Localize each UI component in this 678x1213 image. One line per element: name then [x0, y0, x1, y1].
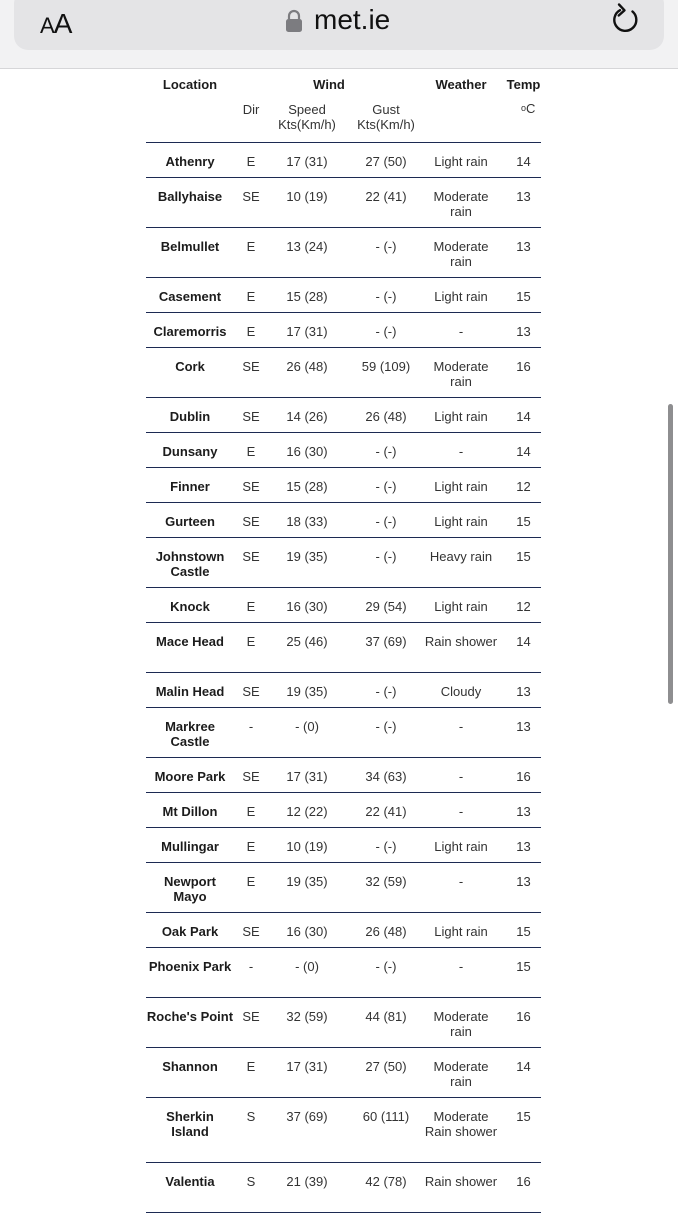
header-speed: Speed Kts(Km/h): [278, 102, 336, 132]
cell-gust: 27 (50): [365, 1059, 407, 1074]
table-row: [146, 433, 541, 468]
cell-dir: E: [246, 804, 256, 819]
cell-speed: 10 (19): [286, 189, 328, 204]
cell-weather: -: [458, 444, 464, 459]
table-row: [146, 948, 541, 998]
cell-temp: 13: [516, 239, 531, 254]
cell-location: Mt Dillon: [162, 804, 218, 819]
cell-temp: 13: [516, 324, 531, 339]
table-row: [146, 758, 541, 793]
table-row: [146, 348, 541, 398]
table-header: [146, 70, 541, 143]
cell-temp: 13: [516, 804, 531, 819]
table-row: [146, 998, 541, 1048]
cell-weather: -: [458, 874, 464, 889]
cell-dir: SE: [242, 479, 260, 494]
cell-speed: 15 (28): [286, 479, 328, 494]
cell-temp: 15: [516, 289, 531, 304]
cell-weather: Cloudy: [440, 684, 482, 699]
cell-gust: - (-): [375, 684, 397, 699]
cell-dir: SE: [242, 359, 260, 374]
cell-location: Claremorris: [153, 324, 227, 339]
cell-weather: -: [458, 324, 464, 339]
cell-speed: 12 (22): [286, 804, 328, 819]
table-row: [146, 913, 541, 948]
cell-dir: E: [246, 599, 256, 614]
cell-gust: - (-): [375, 289, 397, 304]
table-row: [146, 793, 541, 828]
cell-location: Mace Head: [156, 634, 224, 649]
cell-gust: 22 (41): [365, 804, 407, 819]
scrollbar[interactable]: [668, 404, 673, 704]
cell-gust: 60 (111): [362, 1109, 410, 1124]
cell-temp: 16: [516, 1174, 531, 1189]
cell-speed: 16 (30): [286, 444, 328, 459]
table-row: [146, 278, 541, 313]
header-gust: Gust Kts(Km/h): [357, 102, 415, 132]
cell-location: Roche's Point: [146, 1009, 234, 1024]
cell-speed: 17 (31): [286, 324, 328, 339]
cell-location: Cork: [175, 359, 205, 374]
table-row: [146, 588, 541, 623]
cell-location: Belmullet: [160, 239, 220, 254]
cell-speed: - (0): [295, 959, 319, 974]
cell-gust: 26 (48): [365, 924, 407, 939]
text-size-small-glyph: A: [40, 13, 54, 38]
cell-temp: 14: [516, 634, 531, 649]
cell-gust: - (-): [375, 959, 397, 974]
cell-location: Malin Head: [155, 684, 225, 699]
cell-temp: 14: [516, 154, 531, 169]
cell-dir: E: [246, 239, 256, 254]
cell-speed: 32 (59): [286, 1009, 328, 1024]
table-row: [146, 673, 541, 708]
cell-temp: 13: [516, 719, 531, 734]
cell-weather: Moderate rain: [433, 359, 489, 389]
cell-temp: 15: [516, 514, 531, 529]
cell-gust: - (-): [375, 514, 397, 529]
cell-temp: 15: [516, 924, 531, 939]
table-row: [146, 538, 541, 588]
cell-temp: 14: [516, 444, 531, 459]
cell-location: Dublin: [169, 409, 211, 424]
cell-speed: 15 (28): [286, 289, 328, 304]
cell-temp: 14: [516, 409, 531, 424]
cell-speed: 14 (26): [286, 409, 328, 424]
text-size-big-glyph: A: [53, 8, 72, 39]
table-body: [146, 143, 541, 1213]
header-temp-unit: [501, 101, 546, 119]
cell-dir: E: [246, 1059, 256, 1074]
cell-location: Ballyhaise: [157, 189, 223, 204]
cell-location: Shannon: [162, 1059, 218, 1074]
cell-location: Moore Park: [154, 769, 226, 784]
table-row: [146, 1048, 541, 1098]
cell-temp: 14: [516, 1059, 531, 1074]
cell-gust: 37 (69): [365, 634, 407, 649]
cell-location: Mullingar: [161, 839, 219, 854]
table-row: [146, 468, 541, 503]
cell-weather: Moderate rain: [433, 239, 489, 269]
cell-gust: 59 (109): [361, 359, 411, 374]
cell-speed: 25 (46): [286, 634, 328, 649]
table-row: [146, 863, 541, 913]
cell-weather: Light rain: [434, 839, 488, 854]
cell-speed: 16 (30): [286, 599, 328, 614]
degree-symbol: o: [520, 103, 526, 113]
reload-icon[interactable]: [610, 2, 642, 36]
cell-weather: -: [458, 804, 464, 819]
cell-location: Valentia: [165, 1174, 215, 1189]
cell-gust: - (-): [375, 549, 397, 564]
cell-temp: 13: [516, 874, 531, 889]
cell-speed: 19 (35): [286, 874, 328, 889]
cell-dir: SE: [242, 684, 260, 699]
cell-weather: Moderate rain: [433, 1009, 489, 1039]
cell-speed: 17 (31): [286, 154, 328, 169]
cell-temp: 13: [516, 839, 531, 854]
cell-weather: -: [458, 769, 464, 784]
table-row: [146, 313, 541, 348]
cell-dir: E: [246, 874, 256, 889]
cell-weather: Light rain: [434, 289, 488, 304]
cell-dir: E: [246, 289, 256, 304]
table-row: [146, 143, 541, 178]
cell-gust: 27 (50): [365, 154, 407, 169]
cell-gust: 34 (63): [365, 769, 407, 784]
cell-gust: 29 (54): [365, 599, 407, 614]
cell-location: Newport Mayo: [164, 874, 216, 904]
cell-dir: -: [248, 959, 254, 974]
cell-gust: - (-): [375, 444, 397, 459]
cell-dir: E: [246, 634, 256, 649]
cell-dir: E: [246, 839, 256, 854]
table-row: [146, 1098, 541, 1163]
cell-gust: 22 (41): [365, 189, 407, 204]
cell-temp: 16: [516, 769, 531, 784]
cell-location: Casement: [158, 289, 222, 304]
cell-weather: Moderate Rain shower: [424, 1109, 498, 1139]
cell-speed: 26 (48): [286, 359, 328, 374]
weather-observations-table: [146, 70, 541, 1213]
cell-speed: 16 (30): [286, 924, 328, 939]
cell-speed: 17 (31): [286, 769, 328, 784]
cell-weather: Light rain: [434, 479, 488, 494]
cell-location: Markree Castle: [165, 719, 215, 749]
cell-location: Phoenix Park: [148, 959, 232, 974]
table-row: [146, 623, 541, 673]
browser-toolbar: [0, 0, 678, 69]
cell-temp: 15: [516, 1109, 531, 1124]
cell-weather: Moderate rain: [433, 189, 489, 219]
cell-speed: 13 (24): [286, 239, 328, 254]
cell-gust: - (-): [375, 719, 397, 734]
cell-gust: 32 (59): [365, 874, 407, 889]
cell-location: Sherkin Island: [166, 1109, 214, 1139]
header-wind: Wind: [313, 77, 345, 92]
cell-temp: 12: [516, 479, 531, 494]
text-size-button[interactable]: [40, 8, 71, 40]
cell-speed: 10 (19): [286, 839, 328, 854]
header-dir: Dir: [242, 102, 260, 117]
cell-gust: 44 (81): [365, 1009, 407, 1024]
cell-location: Knock: [170, 599, 210, 614]
cell-gust: 42 (78): [365, 1174, 407, 1189]
table-row: [146, 503, 541, 538]
url-text[interactable]: met.ie: [314, 4, 391, 35]
cell-speed: 21 (39): [286, 1174, 328, 1189]
table-row: [146, 398, 541, 433]
cell-location: Gurteen: [165, 514, 215, 529]
cell-speed: 19 (35): [286, 549, 328, 564]
cell-weather: -: [458, 959, 464, 974]
cell-weather: Light rain: [434, 409, 488, 424]
cell-dir: SE: [242, 189, 260, 204]
table-row: [146, 828, 541, 863]
cell-weather: Heavy rain: [429, 549, 493, 564]
cell-speed: 19 (35): [286, 684, 328, 699]
cell-dir: SE: [242, 514, 260, 529]
cell-speed: 18 (33): [286, 514, 328, 529]
lock-icon: [284, 9, 304, 33]
header-temp: Temp: [506, 77, 541, 92]
cell-location: Oak Park: [161, 924, 219, 939]
header-location: Location: [162, 77, 218, 92]
cell-gust: 26 (48): [365, 409, 407, 424]
cell-gust: - (-): [375, 324, 397, 339]
cell-temp: 12: [516, 599, 531, 614]
cell-location: Johnstown Castle: [155, 549, 225, 579]
cell-weather: -: [458, 719, 464, 734]
cell-temp: 15: [516, 959, 531, 974]
cell-temp: 16: [516, 359, 531, 374]
cell-weather: Light rain: [434, 154, 488, 169]
cell-dir: SE: [242, 769, 260, 784]
cell-dir: SE: [242, 409, 260, 424]
cell-temp: 13: [516, 684, 531, 699]
cell-weather: Rain shower: [424, 1174, 498, 1189]
cell-temp: 13: [516, 189, 531, 204]
cell-gust: - (-): [375, 239, 397, 254]
cell-temp: 16: [516, 1009, 531, 1024]
cell-speed: - (0): [295, 719, 319, 734]
cell-dir: E: [246, 324, 256, 339]
cell-speed: 17 (31): [286, 1059, 328, 1074]
table-row: [146, 228, 541, 278]
cell-weather: Rain shower: [424, 634, 498, 649]
cell-gust: - (-): [375, 839, 397, 854]
cell-location: Athenry: [165, 154, 215, 169]
cell-dir: SE: [242, 1009, 260, 1024]
cell-weather: Light rain: [434, 514, 488, 529]
table-row: [146, 178, 541, 228]
cell-gust: - (-): [375, 479, 397, 494]
cell-dir: -: [248, 719, 254, 734]
cell-weather: Light rain: [434, 599, 488, 614]
cell-location: Dunsany: [162, 444, 218, 459]
cell-weather: Light rain: [434, 924, 488, 939]
header-weather: Weather: [435, 77, 487, 92]
cell-dir: E: [246, 444, 256, 459]
cell-dir: E: [246, 154, 256, 169]
cell-temp: 15: [516, 549, 531, 564]
table-row: [146, 708, 541, 758]
cell-dir: S: [246, 1109, 256, 1124]
celsius-label: C: [526, 101, 536, 116]
table-row: [146, 1163, 541, 1213]
cell-dir: SE: [242, 924, 260, 939]
cell-dir: S: [246, 1174, 256, 1189]
cell-speed: 37 (69): [286, 1109, 328, 1124]
cell-dir: SE: [242, 549, 260, 564]
cell-weather: Moderate rain: [433, 1059, 489, 1089]
cell-location: Finner: [170, 479, 210, 494]
